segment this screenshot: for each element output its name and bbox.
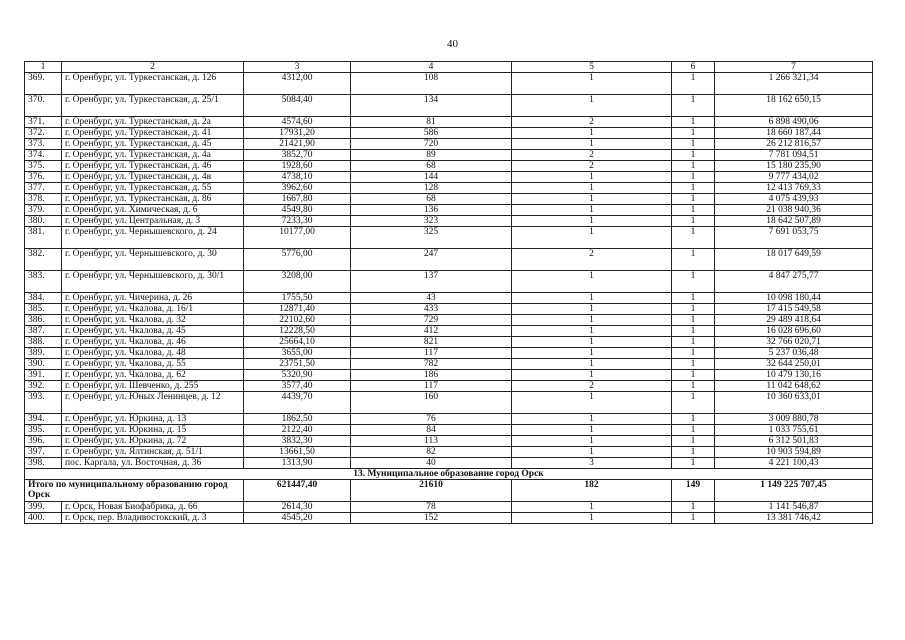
count2: 1 <box>672 150 715 161</box>
area: 4738,10 <box>244 172 351 183</box>
address: г. Оренбург, ул. Центральная, д. 3 <box>62 216 244 227</box>
count: 1 <box>512 326 672 337</box>
count2: 1 <box>672 436 715 447</box>
count: 1 <box>512 425 672 436</box>
table-row <box>25 425 873 436</box>
residents: 323 <box>351 216 512 227</box>
count2: 1 <box>672 337 715 348</box>
residents: 117 <box>351 381 512 392</box>
total-area: 621447,40 <box>244 480 351 502</box>
total-residents: 21610 <box>351 480 512 502</box>
area: 3832,30 <box>244 436 351 447</box>
count2: 1 <box>672 326 715 337</box>
residents: 186 <box>351 370 512 381</box>
address: г. Оренбург, ул. Туркестанская, д. 4а <box>62 150 244 161</box>
table-row <box>25 458 873 469</box>
count: 1 <box>512 194 672 205</box>
cost: 21 038 940,36 <box>715 205 873 216</box>
table-row <box>25 436 873 447</box>
table-row <box>25 447 873 458</box>
row-number: 392. <box>25 381 62 392</box>
count: 2 <box>512 117 672 128</box>
count: 1 <box>512 73 672 95</box>
address: г. Оренбург, ул. Туркестанская, д. 55 <box>62 183 244 194</box>
count: 1 <box>512 337 672 348</box>
count: 1 <box>512 315 672 326</box>
row-number: 373. <box>25 139 62 150</box>
area: 4439,70 <box>244 392 351 414</box>
residents: 117 <box>351 348 512 359</box>
address: г. Оренбург, ул. Туркестанская, д. 86 <box>62 194 244 205</box>
table-row <box>25 370 873 381</box>
count: 1 <box>512 304 672 315</box>
count2: 1 <box>672 95 715 117</box>
residents: 134 <box>351 95 512 117</box>
area: 25664,10 <box>244 337 351 348</box>
count2: 1 <box>672 513 715 524</box>
count: 2 <box>512 381 672 392</box>
area: 21421,90 <box>244 139 351 150</box>
count2: 1 <box>672 117 715 128</box>
count2: 1 <box>672 227 715 249</box>
count2: 1 <box>672 194 715 205</box>
cost: 10 903 594,89 <box>715 447 873 458</box>
cost: 4 075 439,93 <box>715 194 873 205</box>
address: г. Оренбург, ул. Ялтинская, д. 51/1 <box>62 447 244 458</box>
area: 3962,60 <box>244 183 351 194</box>
column-number: 3 <box>244 62 351 73</box>
cost: 9 777 434,02 <box>715 172 873 183</box>
row-number: 398. <box>25 458 62 469</box>
column-number: 1 <box>25 62 62 73</box>
address: г. Оренбург, ул. Туркестанская, д. 41 <box>62 128 244 139</box>
cost: 7 781 094,51 <box>715 150 873 161</box>
cost: 16 028 696,60 <box>715 326 873 337</box>
count: 1 <box>512 414 672 425</box>
area: 3577,40 <box>244 381 351 392</box>
residents: 782 <box>351 359 512 370</box>
column-number: 7 <box>715 62 873 73</box>
area: 3852,70 <box>244 150 351 161</box>
row-number: 374. <box>25 150 62 161</box>
count2: 1 <box>672 205 715 216</box>
column-number: 5 <box>512 62 672 73</box>
table-row <box>25 271 873 293</box>
table-body-lower <box>25 502 873 524</box>
residents: 43 <box>351 293 512 304</box>
row-number: 372. <box>25 128 62 139</box>
count: 1 <box>512 359 672 370</box>
residents: 720 <box>351 139 512 150</box>
cost: 18 162 650,15 <box>715 95 873 117</box>
row-number: 382. <box>25 249 62 271</box>
table-row <box>25 359 873 370</box>
count2: 1 <box>672 359 715 370</box>
row-number: 390. <box>25 359 62 370</box>
cost: 7 691 053,75 <box>715 227 873 249</box>
residents: 136 <box>351 205 512 216</box>
cost: 26 212 816,57 <box>715 139 873 150</box>
area: 10177,00 <box>244 227 351 249</box>
count: 3 <box>512 458 672 469</box>
residents: 84 <box>351 425 512 436</box>
cost: 6 898 490,06 <box>715 117 873 128</box>
count2: 1 <box>672 425 715 436</box>
table-row <box>25 304 873 315</box>
cost: 10 479 130,16 <box>715 370 873 381</box>
address: г. Оренбург, ул. Чичерина, д. 26 <box>62 293 244 304</box>
total-label: Итого по муниципальному образованию город Орск <box>25 480 244 502</box>
column-number: 4 <box>351 62 512 73</box>
count2: 1 <box>672 271 715 293</box>
row-number: 394. <box>25 414 62 425</box>
count2: 1 <box>672 392 715 414</box>
table-row <box>25 414 873 425</box>
address: г. Оренбург, ул. Чкалова, д. 62 <box>62 370 244 381</box>
cost: 6 312 501,83 <box>715 436 873 447</box>
residents: 40 <box>351 458 512 469</box>
count2: 1 <box>672 348 715 359</box>
area: 13661,50 <box>244 447 351 458</box>
area: 12228,50 <box>244 326 351 337</box>
area: 5320,90 <box>244 370 351 381</box>
cost: 1 033 755,61 <box>715 425 873 436</box>
residents: 68 <box>351 161 512 172</box>
area: 4545,20 <box>244 513 351 524</box>
total-row <box>25 480 873 502</box>
cost: 29 489 418,64 <box>715 315 873 326</box>
area: 4312,00 <box>244 73 351 95</box>
row-number: 371. <box>25 117 62 128</box>
area: 4574,60 <box>244 117 351 128</box>
count2: 1 <box>672 73 715 95</box>
table-row <box>25 205 873 216</box>
row-number: 386. <box>25 315 62 326</box>
count: 2 <box>512 161 672 172</box>
address: г. Оренбург, ул. Чкалова, д. 48 <box>62 348 244 359</box>
row-number: 395. <box>25 425 62 436</box>
column-number: 2 <box>62 62 244 73</box>
address: г. Оренбург, ул. Юркина, д. 13 <box>62 414 244 425</box>
area: 12871,40 <box>244 304 351 315</box>
address: г. Оренбург, ул. Чернышевского, д. 30/1 <box>62 271 244 293</box>
cost: 10 098 180,44 <box>715 293 873 304</box>
area: 1313,90 <box>244 458 351 469</box>
table-row <box>25 150 873 161</box>
table-row <box>25 117 873 128</box>
residents: 433 <box>351 304 512 315</box>
page-number: 40 <box>447 38 458 50</box>
row-number: 389. <box>25 348 62 359</box>
address: г. Оренбург, ул. Чкалова, д. 46 <box>62 337 244 348</box>
residents: 160 <box>351 392 512 414</box>
residents: 325 <box>351 227 512 249</box>
area: 5776,00 <box>244 249 351 271</box>
address: г. Оренбург, ул. Туркестанская, д. 2а <box>62 117 244 128</box>
area: 3655,00 <box>244 348 351 359</box>
address: г. Оренбург, ул. Чкалова, д. 45 <box>62 326 244 337</box>
count2: 1 <box>672 128 715 139</box>
residents: 247 <box>351 249 512 271</box>
cost: 12 413 769,33 <box>715 183 873 194</box>
cost: 4 221 100,43 <box>715 458 873 469</box>
row-number: 383. <box>25 271 62 293</box>
residents: 81 <box>351 117 512 128</box>
count2: 1 <box>672 293 715 304</box>
area: 2614,30 <box>244 502 351 513</box>
count2: 1 <box>672 315 715 326</box>
table-row <box>25 194 873 205</box>
residents: 113 <box>351 436 512 447</box>
table-row <box>25 227 873 249</box>
address: г. Оренбург, ул. Химическая, д. 6 <box>62 205 244 216</box>
count: 1 <box>512 128 672 139</box>
table-row <box>25 381 873 392</box>
area: 4549,80 <box>244 205 351 216</box>
table-row <box>25 172 873 183</box>
count: 1 <box>512 95 672 117</box>
address: г. Оренбург, ул. Юркина, д. 72 <box>62 436 244 447</box>
area: 1928,60 <box>244 161 351 172</box>
cost: 15 180 235,90 <box>715 161 873 172</box>
cost: 17 415 549,58 <box>715 304 873 315</box>
column-number-row <box>25 62 873 73</box>
count2: 1 <box>672 183 715 194</box>
residents: 729 <box>351 315 512 326</box>
table-row <box>25 337 873 348</box>
cost: 10 360 633,01 <box>715 392 873 414</box>
area: 1862,50 <box>244 414 351 425</box>
cost: 32 644 250,01 <box>715 359 873 370</box>
column-number: 6 <box>672 62 715 73</box>
row-number: 399. <box>25 502 62 513</box>
residents: 412 <box>351 326 512 337</box>
residents: 152 <box>351 513 512 524</box>
address: г. Оренбург, ул. Туркестанская, д. 45 <box>62 139 244 150</box>
address: г. Оренбург, ул. Чкалова, д. 32 <box>62 315 244 326</box>
count2: 1 <box>672 304 715 315</box>
cost: 18 017 649,59 <box>715 249 873 271</box>
count2: 1 <box>672 249 715 271</box>
row-number: 384. <box>25 293 62 304</box>
cost: 18 660 187,44 <box>715 128 873 139</box>
count: 2 <box>512 150 672 161</box>
table-row <box>25 502 873 513</box>
address: г. Оренбург, ул. Юркина, д. 15 <box>62 425 244 436</box>
count: 1 <box>512 513 672 524</box>
address: г. Оренбург, ул. Чкалова, д. 55 <box>62 359 244 370</box>
address: г. Оренбург, ул. Туркестанская, д. 126 <box>62 73 244 95</box>
area: 1667,80 <box>244 194 351 205</box>
count2: 1 <box>672 370 715 381</box>
count2: 1 <box>672 216 715 227</box>
table-row <box>25 392 873 414</box>
row-number: 397. <box>25 447 62 458</box>
count2: 1 <box>672 172 715 183</box>
table-row <box>25 348 873 359</box>
section-block <box>25 469 873 502</box>
residents: 108 <box>351 73 512 95</box>
count2: 1 <box>672 447 715 458</box>
area: 5084,40 <box>244 95 351 117</box>
table-row <box>25 326 873 337</box>
address: г. Оренбург, ул. Чернышевского, д. 24 <box>62 227 244 249</box>
cost: 3 009 880,78 <box>715 414 873 425</box>
count: 1 <box>512 447 672 458</box>
cost: 11 042 648,62 <box>715 381 873 392</box>
row-number: 380. <box>25 216 62 227</box>
address: г. Оренбург, ул. Чкалова, д. 16/1 <box>62 304 244 315</box>
area: 1755,50 <box>244 293 351 304</box>
count: 1 <box>512 183 672 194</box>
table-row <box>25 183 873 194</box>
area: 22102,60 <box>244 315 351 326</box>
area: 3208,00 <box>244 271 351 293</box>
count: 1 <box>512 392 672 414</box>
count: 1 <box>512 271 672 293</box>
cost: 18 642 507,89 <box>715 216 873 227</box>
residents: 137 <box>351 271 512 293</box>
count: 1 <box>512 436 672 447</box>
count: 1 <box>512 293 672 304</box>
table-row <box>25 161 873 172</box>
area: 7233,30 <box>244 216 351 227</box>
count2: 1 <box>672 414 715 425</box>
row-number: 375. <box>25 161 62 172</box>
count: 1 <box>512 205 672 216</box>
row-number: 376. <box>25 172 62 183</box>
row-number: 369. <box>25 73 62 95</box>
cost: 1 266 321,34 <box>715 73 873 95</box>
count: 1 <box>512 172 672 183</box>
table-row <box>25 128 873 139</box>
total-count: 182 <box>512 480 672 502</box>
address: г. Оренбург, ул. Чернышевского, д. 30 <box>62 249 244 271</box>
table-row <box>25 513 873 524</box>
row-number: 393. <box>25 392 62 414</box>
section-title: 13. Муниципальное образование город Орск <box>25 469 873 480</box>
address: г. Орск, пер. Владивостокский, д. 3 <box>62 513 244 524</box>
residents: 128 <box>351 183 512 194</box>
cost: 5 237 036,48 <box>715 348 873 359</box>
residents: 586 <box>351 128 512 139</box>
residents: 82 <box>351 447 512 458</box>
count: 1 <box>512 348 672 359</box>
row-number: 387. <box>25 326 62 337</box>
count2: 1 <box>672 502 715 513</box>
count2: 1 <box>672 161 715 172</box>
row-number: 381. <box>25 227 62 249</box>
residents: 78 <box>351 502 512 513</box>
cost: 1 141 546,87 <box>715 502 873 513</box>
cost: 4 847 275,77 <box>715 271 873 293</box>
count: 1 <box>512 139 672 150</box>
table-row <box>25 249 873 271</box>
section-header-row <box>25 469 873 480</box>
count: 1 <box>512 370 672 381</box>
cost: 32 766 020,71 <box>715 337 873 348</box>
residents: 68 <box>351 194 512 205</box>
count2: 1 <box>672 139 715 150</box>
row-number: 396. <box>25 436 62 447</box>
address: г. Оренбург, ул. Туркестанская, д. 46 <box>62 161 244 172</box>
area: 23751,50 <box>244 359 351 370</box>
address: пос. Каргала, ул. Восточная, д. 36 <box>62 458 244 469</box>
count: 2 <box>512 249 672 271</box>
housing-register-table <box>24 61 873 524</box>
total-count2: 149 <box>672 480 715 502</box>
total-cost: 1 149 225 707,45 <box>715 480 873 502</box>
residents: 89 <box>351 150 512 161</box>
row-number: 378. <box>25 194 62 205</box>
row-number: 391. <box>25 370 62 381</box>
residents: 821 <box>351 337 512 348</box>
row-number: 385. <box>25 304 62 315</box>
row-number: 370. <box>25 95 62 117</box>
table-row <box>25 95 873 117</box>
table-row <box>25 73 873 95</box>
row-number: 379. <box>25 205 62 216</box>
area: 2122,40 <box>244 425 351 436</box>
row-number: 377. <box>25 183 62 194</box>
area: 17931,20 <box>244 128 351 139</box>
address: г. Оренбург, ул. Шевченко, д. 255 <box>62 381 244 392</box>
row-number: 400. <box>25 513 62 524</box>
count: 1 <box>512 216 672 227</box>
address: г. Орск, Новая Биофабрика, д. 66 <box>62 502 244 513</box>
address: г. Оренбург, ул. Туркестанская, д. 4в <box>62 172 244 183</box>
cost: 13 381 746,42 <box>715 513 873 524</box>
residents: 144 <box>351 172 512 183</box>
table-row <box>25 293 873 304</box>
table-body-upper <box>25 62 873 469</box>
count2: 1 <box>672 458 715 469</box>
address: г. Оренбург, ул. Туркестанская, д. 25/1 <box>62 95 244 117</box>
row-number: 388. <box>25 337 62 348</box>
address: г. Оренбург, ул. Юных Ленинцев, д. 12 <box>62 392 244 414</box>
count: 1 <box>512 227 672 249</box>
count2: 1 <box>672 381 715 392</box>
count: 1 <box>512 502 672 513</box>
table-row <box>25 139 873 150</box>
residents: 76 <box>351 414 512 425</box>
table-row <box>25 315 873 326</box>
table-row <box>25 216 873 227</box>
